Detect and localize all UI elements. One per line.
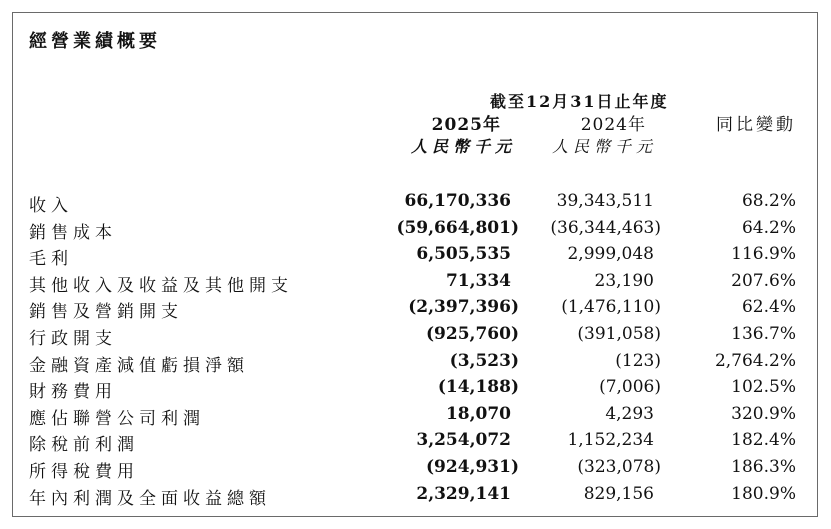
value-2025: 2,329,141	[416, 483, 511, 504]
value-2024: 1,152,234	[567, 430, 654, 451]
value-yoy: 68.2%	[741, 191, 796, 211]
value-2025: 71,334	[445, 270, 511, 291]
value-2025: (2,397,396)	[408, 297, 519, 318]
unit-label-2024: 人民幣千元	[551, 137, 657, 156]
table-row	[13, 218, 817, 245]
value-yoy: 136.7%	[731, 323, 796, 344]
column-header-yoy: 同比變動	[716, 115, 796, 135]
value-2024: 2,999,048	[567, 244, 654, 265]
row-label: 年內利潤及全面收益總額	[29, 488, 271, 509]
value-yoy: 116.9%	[731, 244, 796, 265]
results-table	[13, 191, 817, 510]
value-yoy: 62.4%	[741, 297, 796, 318]
value-2024: 4,293	[605, 403, 654, 424]
value-2024: (323,078)	[577, 456, 661, 477]
value-2024: (36,344,463)	[550, 217, 661, 238]
column-header-2024: 2024年	[580, 115, 646, 135]
value-2025: (59,664,801)	[396, 217, 519, 238]
table-row	[13, 457, 817, 484]
value-2025: 3,254,072	[416, 430, 511, 451]
row-label: 其他收入及收益及其他開支	[29, 275, 293, 296]
row-label: 應佔聯營公司利潤	[29, 408, 205, 429]
table-row	[13, 377, 817, 404]
value-2025: (925,760)	[426, 323, 519, 344]
row-label: 銷售成本	[29, 222, 117, 243]
table-row	[13, 324, 817, 351]
value-2025: 18,070	[445, 403, 511, 424]
value-2024: (7,006)	[599, 377, 661, 398]
row-label: 行政開支	[29, 328, 117, 349]
row-label: 所得稅費用	[29, 461, 139, 482]
value-2025: (14,188)	[437, 377, 519, 398]
table-row	[13, 271, 817, 298]
value-2025: 6,505,535	[416, 244, 511, 265]
value-2024: (391,058)	[577, 323, 661, 344]
row-label: 收入	[29, 196, 73, 216]
value-2025: 66,170,336	[404, 191, 511, 211]
row-label: 金融資產減值虧損淨額	[29, 355, 249, 376]
value-yoy: 2,764.2%	[714, 350, 796, 371]
value-2024: 829,156	[583, 483, 654, 504]
table-row	[13, 351, 817, 378]
table-row	[13, 404, 817, 431]
value-yoy: 186.3%	[731, 456, 796, 477]
row-label: 銷售及營銷開支	[29, 302, 183, 323]
value-2024: 23,190	[594, 270, 654, 291]
row-label: 毛利	[29, 249, 73, 270]
value-yoy: 320.9%	[731, 403, 796, 424]
value-yoy: 207.6%	[731, 270, 796, 291]
panel-title: 經營業績概要	[29, 31, 161, 52]
row-label: 財務費用	[29, 382, 117, 403]
value-yoy: 182.4%	[731, 430, 796, 451]
results-summary-panel	[12, 12, 818, 517]
value-2024: (1,476,110)	[561, 297, 661, 318]
table-row	[13, 430, 817, 457]
value-2025: (924,931)	[426, 456, 519, 477]
value-yoy: 180.9%	[731, 483, 796, 504]
value-yoy: 64.2%	[741, 217, 796, 238]
table-row	[13, 484, 817, 511]
row-label: 除稅前利潤	[29, 435, 139, 456]
value-2024: 39,343,511	[556, 191, 654, 211]
table-row	[13, 244, 817, 271]
table-row	[13, 297, 817, 324]
value-yoy: 102.5%	[731, 377, 796, 398]
table-row	[13, 191, 817, 218]
unit-label-2025: 人民幣千元	[410, 137, 516, 156]
column-header-2025: 2025年	[431, 115, 501, 135]
value-2025: (3,523)	[449, 350, 519, 371]
period-header: 截至12月31日止年度	[490, 92, 669, 111]
value-2024: (123)	[615, 350, 661, 371]
